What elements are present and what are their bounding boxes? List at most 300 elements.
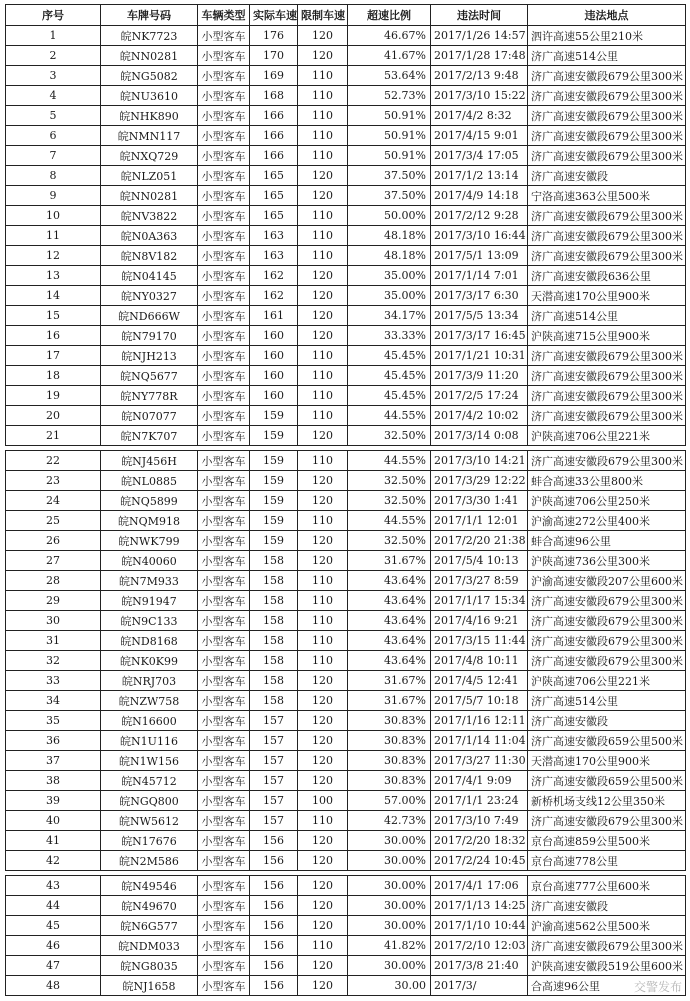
cell-index: 47 <box>6 956 101 976</box>
cell-plate: 皖NL0885 <box>101 471 198 491</box>
cell-overspeed-ratio: 30.83% <box>348 771 431 791</box>
cell-overspeed-ratio: 48.18% <box>348 246 431 266</box>
cell-index: 14 <box>6 286 101 306</box>
cell-violation-location: 济广高速安徽段679公里300米 <box>528 106 686 126</box>
cell-speed-limit: 120 <box>298 976 348 996</box>
cell-speed-limit: 120 <box>298 956 348 976</box>
cell-vehicle-type: 小型客车 <box>198 976 250 996</box>
cell-vehicle-type: 小型客车 <box>198 406 250 426</box>
cell-violation-time: 2017/1/13 14:25 <box>431 896 528 916</box>
table-row <box>6 936 686 956</box>
cell-actual-speed: 176 <box>250 26 298 46</box>
table-row <box>6 46 686 66</box>
cell-plate: 皖NY0327 <box>101 286 198 306</box>
cell-vehicle-type: 小型客车 <box>198 46 250 66</box>
table-row <box>6 731 686 751</box>
cell-speed-limit: 120 <box>298 306 348 326</box>
cell-violation-time: 2017/4/8 10:11 <box>431 651 528 671</box>
cell-violation-location: 济广高速安徽段679公里300米 <box>528 346 686 366</box>
cell-actual-speed: 166 <box>250 106 298 126</box>
cell-violation-location: 沪陕高速706公里250米 <box>528 491 686 511</box>
cell-overspeed-ratio: 44.55% <box>348 511 431 531</box>
cell-overspeed-ratio: 53.64% <box>348 66 431 86</box>
table-row <box>6 426 686 446</box>
cell-vehicle-type: 小型客车 <box>198 146 250 166</box>
cell-overspeed-ratio: 45.45% <box>348 386 431 406</box>
cell-plate: 皖N07077 <box>101 406 198 426</box>
cell-violation-location: 京台高速777公里600米 <box>528 876 686 896</box>
cell-overspeed-ratio: 30.00% <box>348 916 431 936</box>
cell-speed-limit: 120 <box>298 266 348 286</box>
cell-actual-speed: 156 <box>250 876 298 896</box>
cell-vehicle-type: 小型客车 <box>198 571 250 591</box>
cell-speed-limit: 120 <box>298 186 348 206</box>
cell-violation-time: 2017/1/10 10:44 <box>431 916 528 936</box>
speeding-violation-table <box>5 4 686 996</box>
cell-violation-time: 2017/1/21 10:31 <box>431 346 528 366</box>
cell-vehicle-type: 小型客车 <box>198 286 250 306</box>
cell-overspeed-ratio: 37.50% <box>348 186 431 206</box>
cell-overspeed-ratio: 30.83% <box>348 731 431 751</box>
cell-index: 9 <box>6 186 101 206</box>
cell-plate: 皖NWK799 <box>101 531 198 551</box>
cell-speed-limit: 120 <box>298 896 348 916</box>
cell-speed-limit: 120 <box>298 426 348 446</box>
cell-actual-speed: 159 <box>250 531 298 551</box>
cell-actual-speed: 158 <box>250 691 298 711</box>
cell-violation-location: 沪渝高速安徽段207公里600米 <box>528 571 686 591</box>
cell-index: 23 <box>6 471 101 491</box>
cell-vehicle-type: 小型客车 <box>198 326 250 346</box>
cell-actual-speed: 160 <box>250 366 298 386</box>
cell-violation-time: 2017/2/20 18:32 <box>431 831 528 851</box>
cell-speed-limit: 110 <box>298 386 348 406</box>
cell-speed-limit: 110 <box>298 246 348 266</box>
table-row <box>6 831 686 851</box>
cell-speed-limit: 120 <box>298 26 348 46</box>
cell-violation-location: 济广高速安徽段679公里300米 <box>528 406 686 426</box>
cell-actual-speed: 160 <box>250 326 298 346</box>
cell-violation-time: 2017/3/17 6:30 <box>431 286 528 306</box>
cell-violation-time: 2017/3/4 17:05 <box>431 146 528 166</box>
cell-actual-speed: 161 <box>250 306 298 326</box>
header-vehicle-type: 车辆类型 <box>198 5 250 26</box>
cell-overspeed-ratio: 30.83% <box>348 711 431 731</box>
table-row <box>6 206 686 226</box>
cell-index: 4 <box>6 86 101 106</box>
cell-index: 24 <box>6 491 101 511</box>
cell-speed-limit: 110 <box>298 146 348 166</box>
cell-index: 20 <box>6 406 101 426</box>
cell-overspeed-ratio: 45.45% <box>348 346 431 366</box>
table-row <box>6 66 686 86</box>
cell-violation-location: 泗许高速55公里210米 <box>528 26 686 46</box>
cell-index: 2 <box>6 46 101 66</box>
cell-index: 16 <box>6 326 101 346</box>
cell-actual-speed: 163 <box>250 226 298 246</box>
cell-violation-location: 济广高速安徽段679公里300米 <box>528 66 686 86</box>
cell-plate: 皖N79170 <box>101 326 198 346</box>
cell-violation-time: 2017/3/10 14:21 <box>431 451 528 471</box>
cell-plate: 皖ND8168 <box>101 631 198 651</box>
cell-actual-speed: 156 <box>250 831 298 851</box>
cell-violation-time: 2017/1/28 17:48 <box>431 46 528 66</box>
cell-actual-speed: 157 <box>250 731 298 751</box>
cell-violation-location: 沪陕高速706公里221米 <box>528 426 686 446</box>
cell-violation-location: 济广高速安徽段636公里 <box>528 266 686 286</box>
cell-plate: 皖N0A363 <box>101 226 198 246</box>
cell-violation-location: 济广高速安徽段679公里300米 <box>528 451 686 471</box>
cell-speed-limit: 120 <box>298 731 348 751</box>
cell-vehicle-type: 小型客车 <box>198 751 250 771</box>
cell-vehicle-type: 小型客车 <box>198 811 250 831</box>
cell-vehicle-type: 小型客车 <box>198 531 250 551</box>
cell-actual-speed: 159 <box>250 451 298 471</box>
cell-violation-location: 济广高速安徽段679公里300米 <box>528 811 686 831</box>
cell-violation-time: 2017/2/5 17:24 <box>431 386 528 406</box>
cell-violation-time: 2017/3/14 0:08 <box>431 426 528 446</box>
cell-index: 19 <box>6 386 101 406</box>
cell-actual-speed: 162 <box>250 286 298 306</box>
cell-violation-time: 2017/3/27 11:30 <box>431 751 528 771</box>
table-row <box>6 186 686 206</box>
cell-index: 48 <box>6 976 101 996</box>
cell-vehicle-type: 小型客车 <box>198 831 250 851</box>
table-row <box>6 326 686 346</box>
cell-plate: 皖NJH213 <box>101 346 198 366</box>
cell-violation-time: 2017/4/2 10:02 <box>431 406 528 426</box>
cell-violation-location: 济广高速安徽段659公里500米 <box>528 731 686 751</box>
cell-speed-limit: 120 <box>298 531 348 551</box>
cell-violation-time: 2017/1/1 12:01 <box>431 511 528 531</box>
cell-vehicle-type: 小型客车 <box>198 876 250 896</box>
cell-violation-time: 2017/3/ <box>431 976 528 996</box>
table-row <box>6 366 686 386</box>
cell-index: 32 <box>6 651 101 671</box>
header-overspeed-ratio: 超速比例 <box>348 5 431 26</box>
cell-speed-limit: 110 <box>298 571 348 591</box>
cell-overspeed-ratio: 30.83% <box>348 751 431 771</box>
cell-violation-location: 天潜高速170公里900米 <box>528 286 686 306</box>
cell-overspeed-ratio: 42.73% <box>348 811 431 831</box>
cell-actual-speed: 165 <box>250 186 298 206</box>
cell-index: 17 <box>6 346 101 366</box>
cell-actual-speed: 158 <box>250 611 298 631</box>
cell-overspeed-ratio: 35.00% <box>348 266 431 286</box>
cell-violation-time: 2017/2/20 21:38 <box>431 531 528 551</box>
cell-plate: 皖NLZ051 <box>101 166 198 186</box>
cell-index: 26 <box>6 531 101 551</box>
cell-overspeed-ratio: 43.64% <box>348 631 431 651</box>
cell-plate: 皖NGQ800 <box>101 791 198 811</box>
cell-overspeed-ratio: 30.00 <box>348 976 431 996</box>
cell-index: 45 <box>6 916 101 936</box>
cell-plate: 皖NRJ703 <box>101 671 198 691</box>
cell-overspeed-ratio: 37.50% <box>348 166 431 186</box>
cell-overspeed-ratio: 31.67% <box>348 691 431 711</box>
cell-vehicle-type: 小型客车 <box>198 266 250 286</box>
cell-vehicle-type: 小型客车 <box>198 426 250 446</box>
watermark: 交警发布 <box>633 980 682 994</box>
cell-violation-location: 济广高速安徽段679公里300米 <box>528 936 686 956</box>
cell-index: 30 <box>6 611 101 631</box>
cell-plate: 皖N17676 <box>101 831 198 851</box>
cell-overspeed-ratio: 41.82% <box>348 936 431 956</box>
cell-plate: 皖N1W156 <box>101 751 198 771</box>
table-row <box>6 591 686 611</box>
cell-violation-time: 2017/2/12 9:28 <box>431 206 528 226</box>
cell-actual-speed: 165 <box>250 166 298 186</box>
table-row <box>6 306 686 326</box>
table-row <box>6 671 686 691</box>
cell-plate: 皖NN0281 <box>101 46 198 66</box>
cell-overspeed-ratio: 34.17% <box>348 306 431 326</box>
cell-overspeed-ratio: 45.45% <box>348 366 431 386</box>
cell-violation-time: 2017/3/15 11:44 <box>431 631 528 651</box>
cell-violation-time: 2017/2/13 9:48 <box>431 66 528 86</box>
cell-plate: 皖NN0281 <box>101 186 198 206</box>
cell-speed-limit: 120 <box>298 471 348 491</box>
table-row <box>6 876 686 896</box>
cell-actual-speed: 156 <box>250 916 298 936</box>
cell-plate: 皖ND666W <box>101 306 198 326</box>
cell-vehicle-type: 小型客车 <box>198 366 250 386</box>
cell-violation-time: 2017/1/2 13:14 <box>431 166 528 186</box>
cell-speed-limit: 110 <box>298 226 348 246</box>
cell-violation-location: 济广高速安徽段 <box>528 711 686 731</box>
cell-plate: 皖N2M586 <box>101 851 198 871</box>
cell-violation-location: 蚌合高速96公里 <box>528 531 686 551</box>
cell-actual-speed: 159 <box>250 471 298 491</box>
cell-speed-limit: 120 <box>298 851 348 871</box>
cell-actual-speed: 170 <box>250 46 298 66</box>
cell-speed-limit: 110 <box>298 451 348 471</box>
cell-plate: 皖NQM918 <box>101 511 198 531</box>
cell-violation-time: 2017/3/27 8:59 <box>431 571 528 591</box>
table-row <box>6 406 686 426</box>
cell-actual-speed: 159 <box>250 491 298 511</box>
cell-speed-limit: 120 <box>298 491 348 511</box>
cell-speed-limit: 120 <box>298 671 348 691</box>
cell-speed-limit: 110 <box>298 106 348 126</box>
cell-violation-time: 2017/2/10 12:03 <box>431 936 528 956</box>
cell-violation-time: 2017/3/30 1:41 <box>431 491 528 511</box>
cell-vehicle-type: 小型客车 <box>198 691 250 711</box>
cell-actual-speed: 157 <box>250 771 298 791</box>
cell-index: 41 <box>6 831 101 851</box>
table-row <box>6 106 686 126</box>
table-row <box>6 266 686 286</box>
cell-index: 7 <box>6 146 101 166</box>
cell-violation-location: 济广高速514公里 <box>528 46 686 66</box>
cell-index: 34 <box>6 691 101 711</box>
table-row <box>6 531 686 551</box>
cell-actual-speed: 157 <box>250 811 298 831</box>
cell-overspeed-ratio: 50.91% <box>348 146 431 166</box>
cell-violation-time: 2017/3/8 21:40 <box>431 956 528 976</box>
cell-index: 39 <box>6 791 101 811</box>
cell-vehicle-type: 小型客车 <box>198 491 250 511</box>
table-row <box>6 26 686 46</box>
cell-actual-speed: 160 <box>250 386 298 406</box>
cell-actual-speed: 158 <box>250 571 298 591</box>
cell-overspeed-ratio: 30.00% <box>348 956 431 976</box>
cell-actual-speed: 157 <box>250 751 298 771</box>
cell-vehicle-type: 小型客车 <box>198 166 250 186</box>
cell-index: 31 <box>6 631 101 651</box>
cell-index: 21 <box>6 426 101 446</box>
table-row <box>6 811 686 831</box>
cell-plate: 皖NY778R <box>101 386 198 406</box>
cell-speed-limit: 120 <box>298 286 348 306</box>
cell-index: 18 <box>6 366 101 386</box>
cell-index: 44 <box>6 896 101 916</box>
cell-overspeed-ratio: 30.00% <box>348 851 431 871</box>
cell-violation-time: 2017/1/14 11:04 <box>431 731 528 751</box>
cell-overspeed-ratio: 32.50% <box>348 471 431 491</box>
cell-plate: 皖N45712 <box>101 771 198 791</box>
cell-violation-location: 济广高速安徽段679公里300米 <box>528 386 686 406</box>
cell-actual-speed: 158 <box>250 651 298 671</box>
cell-overspeed-ratio: 41.67% <box>348 46 431 66</box>
cell-violation-location: 济广高速安徽段679公里300米 <box>528 611 686 631</box>
cell-actual-speed: 156 <box>250 851 298 871</box>
cell-speed-limit: 120 <box>298 46 348 66</box>
cell-violation-location: 济广高速安徽段679公里300米 <box>528 591 686 611</box>
cell-violation-location: 济广高速安徽段679公里300米 <box>528 366 686 386</box>
cell-speed-limit: 110 <box>298 66 348 86</box>
cell-overspeed-ratio: 46.67% <box>348 26 431 46</box>
cell-speed-limit: 110 <box>298 936 348 956</box>
cell-plate: 皖N9C133 <box>101 611 198 631</box>
cell-speed-limit: 110 <box>298 126 348 146</box>
table-row <box>6 166 686 186</box>
cell-vehicle-type: 小型客车 <box>198 86 250 106</box>
header-index: 序号 <box>6 5 101 26</box>
cell-plate: 皖NW5612 <box>101 811 198 831</box>
cell-index: 35 <box>6 711 101 731</box>
cell-vehicle-type: 小型客车 <box>198 631 250 651</box>
cell-violation-location: 济广高速安徽段679公里300米 <box>528 651 686 671</box>
cell-violation-location: 合高速96公里 <box>528 976 686 996</box>
cell-violation-location: 沪陕高速736公里300米 <box>528 551 686 571</box>
cell-actual-speed: 162 <box>250 266 298 286</box>
cell-index: 33 <box>6 671 101 691</box>
cell-vehicle-type: 小型客车 <box>198 451 250 471</box>
cell-vehicle-type: 小型客车 <box>198 651 250 671</box>
cell-violation-location: 蚌合高速33公里800米 <box>528 471 686 491</box>
cell-violation-time: 2017/1/1 23:24 <box>431 791 528 811</box>
table-row <box>6 651 686 671</box>
cell-overspeed-ratio: 30.00% <box>348 896 431 916</box>
cell-violation-location: 京台高速778公里 <box>528 851 686 871</box>
cell-vehicle-type: 小型客车 <box>198 66 250 86</box>
cell-speed-limit: 120 <box>298 751 348 771</box>
cell-violation-time: 2017/3/10 15:22 <box>431 86 528 106</box>
cell-plate: 皖N91947 <box>101 591 198 611</box>
cell-speed-limit: 120 <box>298 551 348 571</box>
header-violation-location: 违法地点 <box>528 5 686 26</box>
cell-vehicle-type: 小型客车 <box>198 611 250 631</box>
table-row <box>6 896 686 916</box>
cell-plate: 皖NXQ729 <box>101 146 198 166</box>
table-row <box>6 851 686 871</box>
table-row <box>6 511 686 531</box>
table-row <box>6 691 686 711</box>
cell-violation-location: 宁洛高速363公里500米 <box>528 186 686 206</box>
cell-actual-speed: 168 <box>250 86 298 106</box>
cell-violation-time: 2017/4/2 8:32 <box>431 106 528 126</box>
cell-index: 1 <box>6 26 101 46</box>
cell-actual-speed: 166 <box>250 146 298 166</box>
cell-actual-speed: 159 <box>250 511 298 531</box>
cell-vehicle-type: 小型客车 <box>198 386 250 406</box>
cell-index: 6 <box>6 126 101 146</box>
cell-violation-time: 2017/4/15 9:01 <box>431 126 528 146</box>
cell-violation-location: 京台高速859公里500米 <box>528 831 686 851</box>
cell-vehicle-type: 小型客车 <box>198 791 250 811</box>
cell-actual-speed: 159 <box>250 426 298 446</box>
header-actual-speed: 实际车速 <box>250 5 298 26</box>
cell-vehicle-type: 小型客车 <box>198 851 250 871</box>
cell-speed-limit: 110 <box>298 511 348 531</box>
table-row <box>6 791 686 811</box>
cell-plate: 皖NDM033 <box>101 936 198 956</box>
cell-index: 38 <box>6 771 101 791</box>
cell-index: 40 <box>6 811 101 831</box>
cell-vehicle-type: 小型客车 <box>198 671 250 691</box>
cell-speed-limit: 110 <box>298 366 348 386</box>
cell-violation-time: 2017/3/9 11:20 <box>431 366 528 386</box>
table-row <box>6 551 686 571</box>
table-row <box>6 491 686 511</box>
cell-index: 25 <box>6 511 101 531</box>
cell-overspeed-ratio: 32.50% <box>348 531 431 551</box>
cell-index: 12 <box>6 246 101 266</box>
cell-index: 28 <box>6 571 101 591</box>
cell-speed-limit: 100 <box>298 791 348 811</box>
table-body <box>6 26 686 996</box>
cell-vehicle-type: 小型客车 <box>198 471 250 491</box>
cell-speed-limit: 110 <box>298 346 348 366</box>
cell-actual-speed: 165 <box>250 206 298 226</box>
table-row <box>6 451 686 471</box>
cell-overspeed-ratio: 44.55% <box>348 451 431 471</box>
cell-vehicle-type: 小型客车 <box>198 126 250 146</box>
cell-overspeed-ratio: 32.50% <box>348 491 431 511</box>
table-row <box>6 916 686 936</box>
cell-actual-speed: 158 <box>250 631 298 651</box>
cell-vehicle-type: 小型客车 <box>198 711 250 731</box>
cell-violation-location: 济广高速安徽段679公里300米 <box>528 246 686 266</box>
cell-plate: 皖NJ1658 <box>101 976 198 996</box>
cell-violation-location: 济广高速安徽段679公里300米 <box>528 206 686 226</box>
cell-violation-location: 沪陕高速715公里900米 <box>528 326 686 346</box>
cell-violation-location: 沪陕高速706公里221米 <box>528 671 686 691</box>
table-row <box>6 226 686 246</box>
cell-violation-time: 2017/3/10 7:49 <box>431 811 528 831</box>
cell-actual-speed: 157 <box>250 711 298 731</box>
table-row <box>6 571 686 591</box>
cell-violation-location: 济广高速安徽段659公里500米 <box>528 771 686 791</box>
cell-speed-limit: 110 <box>298 651 348 671</box>
cell-plate: 皖N04145 <box>101 266 198 286</box>
table-row <box>6 86 686 106</box>
cell-plate: 皖N7M933 <box>101 571 198 591</box>
cell-overspeed-ratio: 31.67% <box>348 671 431 691</box>
cell-speed-limit: 110 <box>298 591 348 611</box>
cell-plate: 皖N16600 <box>101 711 198 731</box>
